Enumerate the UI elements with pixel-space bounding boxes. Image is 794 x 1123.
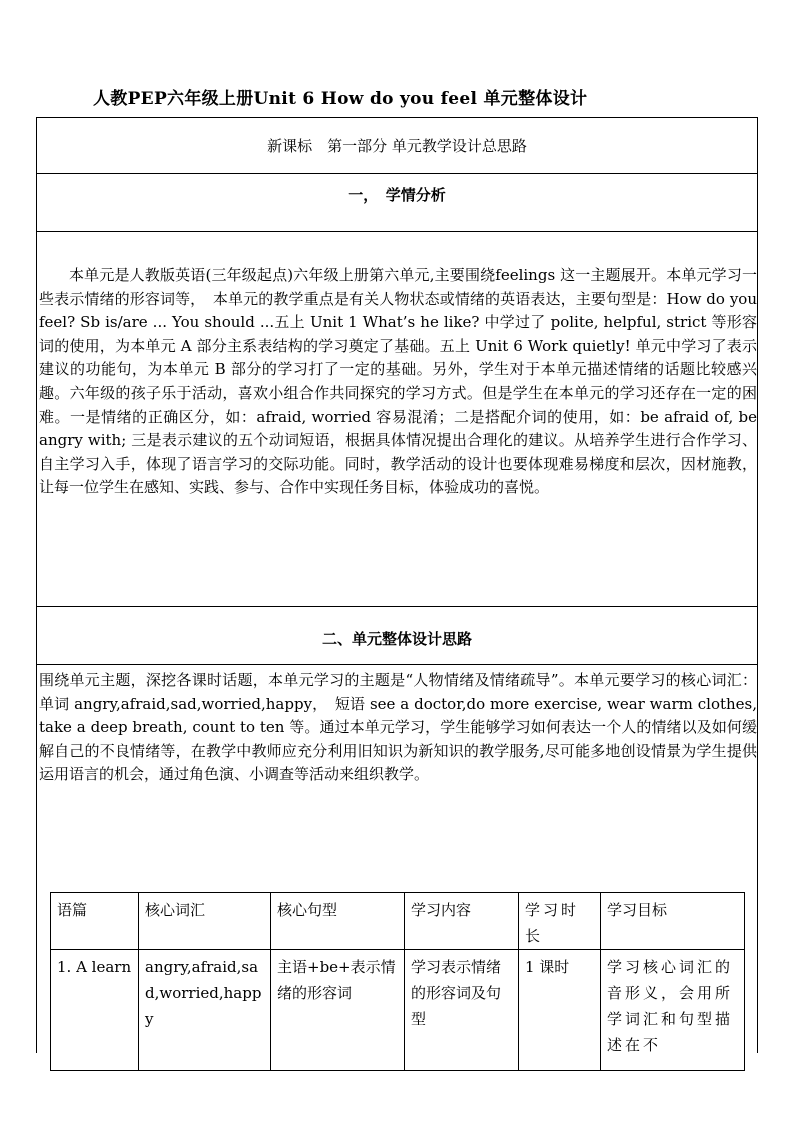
- header-row: 新课标 第一部分 单元教学设计总思路: [267, 137, 527, 155]
- document-title: 人教PEP六年级上册Unit 6 How do you feel 单元整体设计: [93, 89, 588, 109]
- design-table-frame: [36, 117, 758, 1053]
- table-row: [51, 950, 745, 1071]
- column-header: 核心词汇: [139, 893, 271, 950]
- cell-vocab: angry,afraid,sad,worried,happy: [139, 950, 271, 1071]
- column-header: 学习内容: [405, 893, 519, 950]
- column-header: 学习目标: [601, 893, 745, 950]
- section2-heading: 二、单元整体设计思路: [321, 630, 472, 648]
- cell-text: 1. A learn: [51, 950, 139, 1071]
- divider: [37, 231, 757, 232]
- table-header-row: [51, 893, 745, 950]
- divider: [37, 664, 757, 665]
- divider: [37, 606, 757, 607]
- section1-heading: 一， 学情分析: [348, 186, 446, 204]
- column-header: 语篇: [51, 893, 139, 950]
- lesson-plan-table: [50, 892, 745, 1071]
- divider: [37, 173, 757, 174]
- cell-duration: 1 课时: [519, 950, 601, 1071]
- cell-content: 学习表示情绪的形容词及句型: [405, 950, 519, 1071]
- column-header: 学习时长: [519, 893, 601, 950]
- section2-body: 围绕单元主题，深挖各课时话题，本单元学习的主题是“人物情绪及情绪疏导”。本单元要学习的核心词汇：单词 angry,afraid,sad,worried,happy， 短语 see a doctor,do more exercise, wear warm clothes, take a deep breath, count to ten 等。通过本单元学习，学生能够学习如何表达一个人的情绪以及如何缓解自己的不良情绪等，在教学中教师应充分利用旧知识为新知识的教学服务,尽可能多地创设情景为学生提供运用语言的机会，通过角色演、小调查等活动来组织教学。: [39, 671, 757, 784]
- cell-goal: 学习核心词汇的音形义，会用所学词汇和句型描述在不: [601, 950, 745, 1071]
- cell-pattern: 主语+be+表示情绪的形容词: [271, 950, 405, 1071]
- section1-body: 本单元是人教版英语(三年级起点)六年级上册第六单元,主要围绕feelings 这一主题展开。本单元学习一些表示情绪的形容词等， 本单元的教学重点是有关人物状态或情绪的英语表达，主要句型是：How do you feel? Sb is/are ... You should ...五上 Unit 1 What’s he like? 中学过了 polite, helpful, strict 等形容词的使用，为本单元 A 部分主系表结构的学习奠定了基础。五上 Unit 6 Work quietly! 单元中学习了表示建议的功能句，为本单元 B 部分的学习打了一定的基础。另外，学生对于本单元描述情绪的话题比较感兴趣。六年级的孩子乐于活动，喜欢小组合作共同探究的学习方式。但是学生在本单元的学习还存在一定的困难。一是情绪的正确区分，如：afraid, worried 容易混淆；二是搭配介词的使用，如：be afraid of, be angry with; 三是表示建议的五个动词短语，根据具体情况提出合理化的建议。从培养学生进行合作学习、自主学习入手，体现了语言学习的交际功能。同时，教学活动的设计也要体现难易梯度和层次，因材施教，让每一位学生在感知、实践、参与、合作中实现任务目标，体验成功的喜悦。: [39, 266, 757, 497]
- column-header: 核心句型: [271, 893, 405, 950]
